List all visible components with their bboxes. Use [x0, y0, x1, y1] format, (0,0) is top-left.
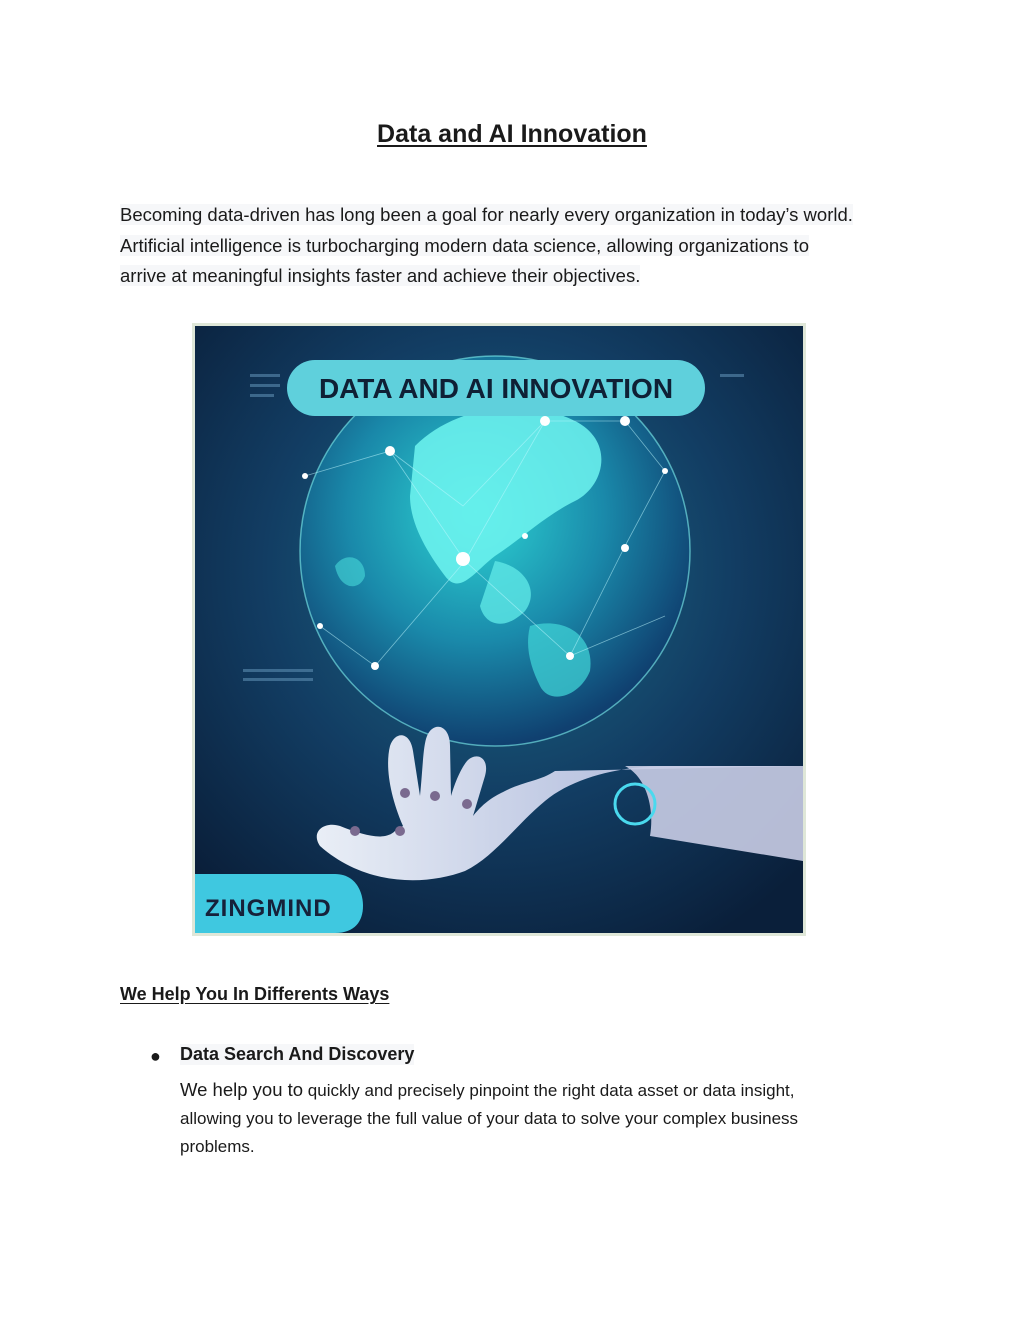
list-item-title: Data Search And Discovery — [180, 1044, 415, 1064]
section-heading: We Help You In Differents Ways — [120, 984, 390, 1004]
list-item-description-rest: quickly and precisely pinpoint the right data asset or data insight, allowing you to leverage the full value of your data to solve your complex business problems. — [180, 1081, 799, 1156]
hero-image — [192, 323, 806, 936]
intro-paragraph — [120, 200, 860, 292]
zingmind-logo — [195, 874, 363, 933]
hero-banner-text: DATA AND AI INNOVATION — [318, 373, 674, 404]
list-item-description — [180, 1076, 860, 1161]
intro-text: Becoming data-driven has long been a goal for nearly every organization in today’s world. Artificial intelligence is turbocharging modern data science, allowing organizations to arrive at meaningful insights faster and achieve their objectives. — [120, 204, 853, 286]
zingmind-logo-text: ZINGMIND — [205, 895, 332, 922]
bullet-icon: ● — [150, 1046, 161, 1066]
page-title: Data and AI Innovation — [377, 120, 647, 148]
list-item-description-lead: We help you to — [180, 1079, 304, 1100]
